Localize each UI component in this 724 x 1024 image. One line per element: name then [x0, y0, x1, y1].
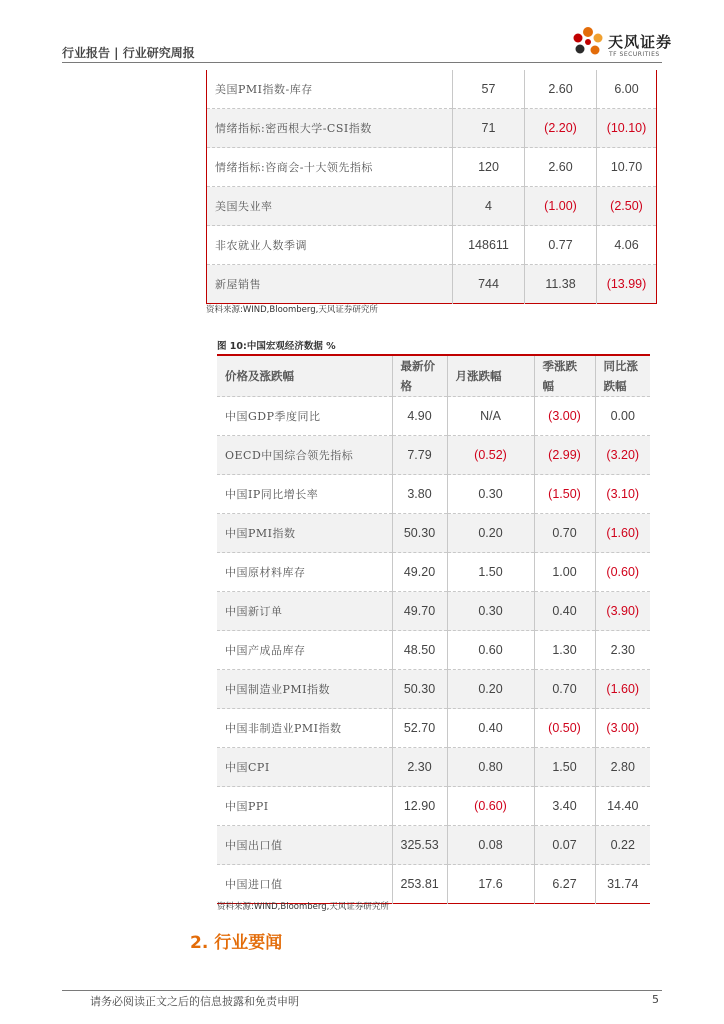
value-cell: 744	[453, 265, 525, 304]
value-cell: 0.30	[447, 475, 534, 514]
value-cell: 120	[453, 148, 525, 187]
value-cell: 3.80	[392, 475, 447, 514]
row-label: 中国新订单	[217, 592, 392, 631]
value-cell: 49.20	[392, 553, 447, 592]
header-yoy-change: 同比涨跌幅	[595, 355, 650, 397]
table-row	[217, 436, 650, 475]
table-row	[217, 670, 650, 709]
row-label: OECD中国综合领先指标	[217, 436, 392, 475]
report-category: 行业报告 | 行业研究周报	[62, 46, 195, 60]
table-row	[217, 475, 650, 514]
row-label: 中国IP同比增长率	[217, 475, 392, 514]
value-cell: 1.00	[534, 553, 595, 592]
value-cell: 11.38	[525, 265, 597, 304]
value-cell: (3.90)	[595, 592, 650, 631]
row-label: 新屋销售	[207, 265, 453, 304]
row-label: 中国产成品库存	[217, 631, 392, 670]
value-cell: 1.50	[534, 748, 595, 787]
row-label: 中国PMI指数	[217, 514, 392, 553]
table-row	[207, 70, 657, 109]
value-cell: 48.50	[392, 631, 447, 670]
value-cell: 2.60	[525, 148, 597, 187]
row-label: 情绪指标:密西根大学-CSI指数	[207, 109, 453, 148]
value-cell: 0.08	[447, 826, 534, 865]
row-label: 中国进口值	[217, 865, 392, 904]
value-cell: 14.40	[595, 787, 650, 826]
table-row	[217, 553, 650, 592]
value-cell: 0.40	[534, 592, 595, 631]
value-cell: 4.90	[392, 397, 447, 436]
value-cell: 17.6	[447, 865, 534, 904]
value-cell: 57	[453, 70, 525, 109]
value-cell: 0.20	[447, 670, 534, 709]
value-cell: 0.30	[447, 592, 534, 631]
value-cell: (3.00)	[534, 397, 595, 436]
row-label: 中国出口值	[217, 826, 392, 865]
value-cell: (0.50)	[534, 709, 595, 748]
value-cell: 0.07	[534, 826, 595, 865]
section-heading: 2. 行业要闻	[190, 933, 283, 953]
value-cell: 6.00	[597, 70, 657, 109]
value-cell: 0.70	[534, 670, 595, 709]
value-cell: 148611	[453, 226, 525, 265]
value-cell: 50.30	[392, 514, 447, 553]
value-cell: (3.10)	[595, 475, 650, 514]
row-label: 中国PPI	[217, 787, 392, 826]
value-cell: (10.10)	[597, 109, 657, 148]
value-cell: 4.06	[597, 226, 657, 265]
china-macro-table	[217, 354, 650, 904]
tf-flower-logo-icon	[568, 22, 608, 62]
value-cell: 50.30	[392, 670, 447, 709]
value-cell: (1.00)	[525, 187, 597, 226]
value-cell: 6.27	[534, 865, 595, 904]
header-price-change: 价格及涨跌幅	[217, 355, 392, 397]
value-cell: 2.60	[525, 70, 597, 109]
value-cell: 0.20	[447, 514, 534, 553]
value-cell: (13.99)	[597, 265, 657, 304]
value-cell: 1.50	[447, 553, 534, 592]
value-cell: 7.79	[392, 436, 447, 475]
value-cell: 0.80	[447, 748, 534, 787]
table-row	[217, 592, 650, 631]
value-cell: 253.81	[392, 865, 447, 904]
header-monthly-change: 月涨跌幅	[447, 355, 534, 397]
value-cell: 1.30	[534, 631, 595, 670]
table-row	[217, 631, 650, 670]
value-cell: 12.90	[392, 787, 447, 826]
value-cell: 2.30	[392, 748, 447, 787]
row-label: 中国GDP季度同比	[217, 397, 392, 436]
brand-name-cn: 天风证券	[608, 33, 673, 51]
value-cell: (3.00)	[595, 709, 650, 748]
value-cell: 0.22	[595, 826, 650, 865]
page-number: 5	[652, 993, 659, 1006]
table-row	[217, 865, 650, 904]
row-label: 美国PMI指数-库存	[215, 83, 313, 96]
value-cell: (0.60)	[447, 787, 534, 826]
header-divider	[62, 62, 662, 63]
value-cell: (2.20)	[525, 109, 597, 148]
value-cell: 49.70	[392, 592, 447, 631]
figure10-title: 图 10:中国宏观经济数据 %	[217, 341, 336, 352]
table1-source-note: 资料来源:WIND,Bloomberg,天风证券研究所	[206, 305, 378, 315]
table-header-row	[217, 355, 650, 397]
header-latest-price: 最新价格	[392, 355, 447, 397]
value-cell: (3.20)	[595, 436, 650, 475]
table-row	[217, 826, 650, 865]
value-cell: (0.60)	[595, 553, 650, 592]
value-cell: 2.80	[595, 748, 650, 787]
row-label: 中国原材料库存	[217, 553, 392, 592]
value-cell: 0.40	[447, 709, 534, 748]
us-macro-table-continued	[206, 70, 657, 304]
row-label: 情绪指标:咨商会-十大领先指标	[207, 148, 453, 187]
table-row	[217, 787, 650, 826]
footer-divider	[62, 990, 662, 991]
row-label: 中国CPI	[217, 748, 392, 787]
header-quarterly-change: 季涨跌幅	[534, 355, 595, 397]
value-cell: 0.70	[534, 514, 595, 553]
value-cell: 325.53	[392, 826, 447, 865]
value-cell: 71	[453, 109, 525, 148]
value-cell: (1.60)	[595, 514, 650, 553]
table-row	[207, 109, 657, 148]
row-label: 美国失业率	[207, 187, 453, 226]
value-cell: 0.77	[525, 226, 597, 265]
value-cell: 10.70	[597, 148, 657, 187]
value-cell: 4	[453, 187, 525, 226]
value-cell: (2.50)	[597, 187, 657, 226]
value-cell: 0.00	[595, 397, 650, 436]
brand-name-en: TF SECURITIES	[609, 51, 660, 58]
table-row	[217, 397, 650, 436]
brand-logo	[568, 22, 678, 62]
table-row	[217, 709, 650, 748]
row-label: 中国非制造业PMI指数	[217, 709, 392, 748]
value-cell: 2.30	[595, 631, 650, 670]
row-label: 非农就业人数季调	[207, 226, 453, 265]
value-cell: (1.50)	[534, 475, 595, 514]
table-row	[207, 226, 657, 265]
table-row	[207, 148, 657, 187]
value-cell: (1.60)	[595, 670, 650, 709]
value-cell: 52.70	[392, 709, 447, 748]
value-cell: 31.74	[595, 865, 650, 904]
value-cell: 0.60	[447, 631, 534, 670]
value-cell: (2.99)	[534, 436, 595, 475]
value-cell: (0.52)	[447, 436, 534, 475]
figure10-source-note: 资料来源:WIND,Bloomberg,天风证券研究所	[217, 902, 389, 912]
value-cell: 3.40	[534, 787, 595, 826]
table-row	[217, 514, 650, 553]
table-row	[207, 187, 657, 226]
table-row	[207, 265, 657, 304]
value-cell: N/A	[447, 397, 534, 436]
table-row	[217, 748, 650, 787]
row-label: 中国制造业PMI指数	[217, 670, 392, 709]
footer-disclaimer: 请务必阅读正文之后的信息披露和免责申明	[90, 995, 299, 1008]
